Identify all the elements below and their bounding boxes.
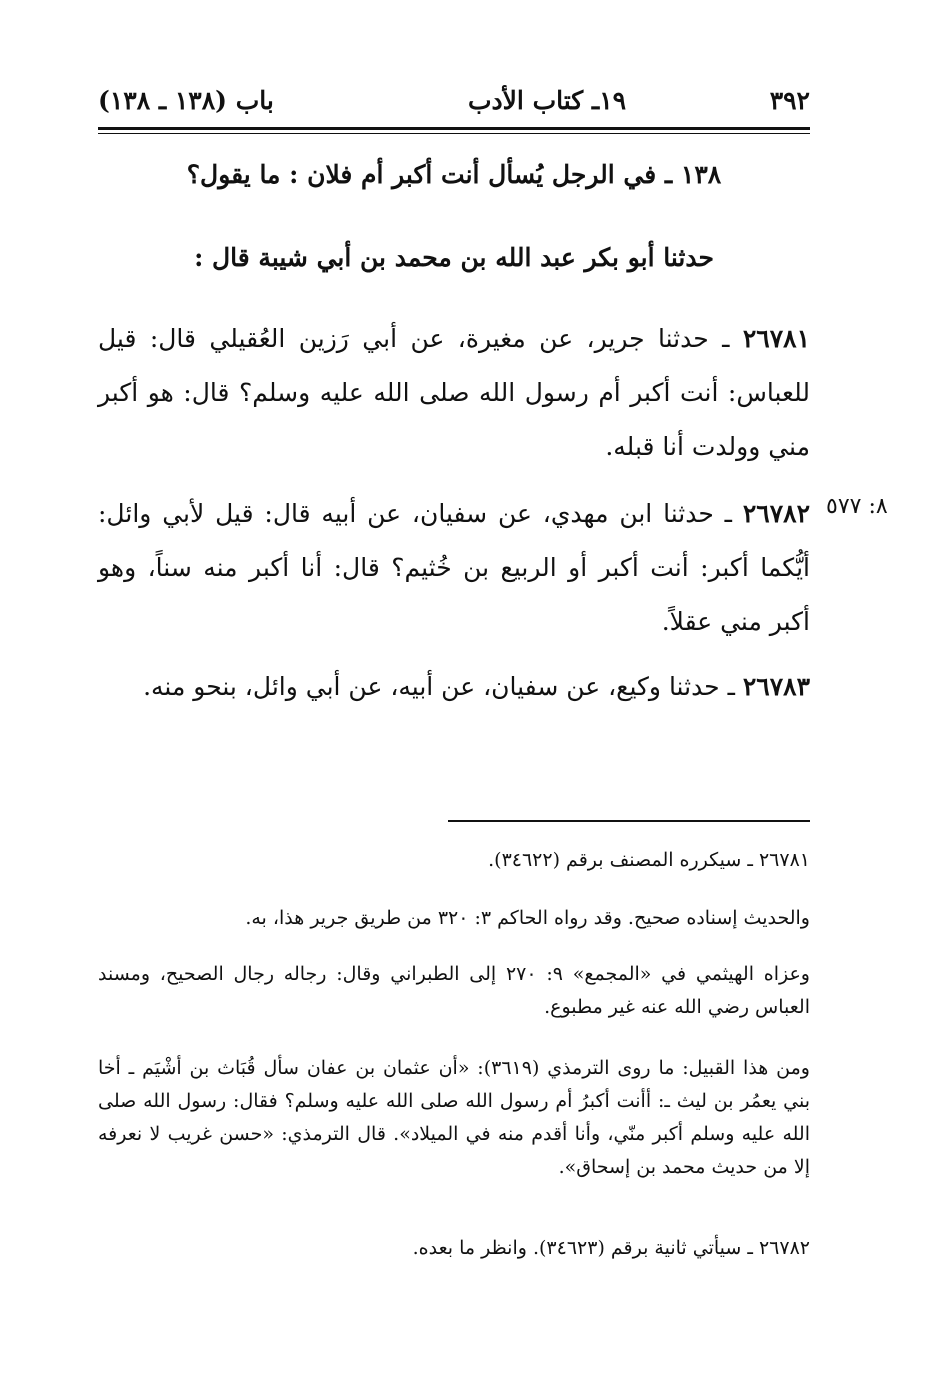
running-header	[98, 82, 810, 122]
hadith-number: ٢٦٧٨٣	[742, 672, 810, 701]
book-title: ١٩ـ كتاب الأدب	[468, 86, 627, 115]
hadith-text: ـ حدثنا ابن مهدي، عن سفيان، عن أبيه قال: قيل لأبي وائل: أيُّكما أكبر: أنت أكبر أو الربيع بن خُثيم؟ قال: أنا أكبر منه سناً، وهو أكبر مني عقلاً.	[98, 499, 810, 636]
chapter-range: باب (١٣٨ ـ ١٣٨)	[98, 86, 274, 115]
footnote: ومن هذا القبيل: ما روى الترمذي (٣٦١٩): «أن عثمان بن عفان سأل قُبَاث بن أشْيَم ـ أخا بني يعمُر بن ليث ـ: أأنت أكبرُ أم رسول الله صلى الله عليه وسلم؟ فقال: رسول الله صلى الله عليه وسلم أكبر منّي، وأنا أقدم منه في الميلاد». قال الترمذي: «حسن غريب لا نعرفه إلا من حديث محمد بن إسحاق».	[98, 1057, 810, 1178]
hadith-text: ـ حدثنا جرير، عن مغيرة، عن أبي رَزين العُقيلي قال: قيل للعباس: أنت أكبر أم رسول الله صلى الله عليه وسلم؟ قال: هو أكبر مني وولدت أنا قبله.	[98, 324, 810, 461]
hadith-number: ٢٦٧٨٢	[742, 499, 810, 528]
hadith-entry	[98, 660, 810, 714]
page-number: ٣٩٢	[769, 86, 810, 115]
footnote-separator	[448, 820, 810, 822]
header-rule-thick	[98, 127, 810, 130]
margin-reference: ٨: ٥٧٧	[826, 494, 888, 519]
footnote: وعزاه الهيثمي في «المجمع» ٩: ٢٧٠ إلى الطبراني وقال: رجاله رجال الصحيح، ومسند العباس رضي الله عنه غير مطبوع.	[98, 963, 810, 1018]
hadith-text: ـ حدثنا وكيع، عن سفيان، عن أبيه، عن أبي وائل، بنحو منه.	[143, 672, 743, 701]
hadith-entry	[98, 312, 810, 474]
footnote: والحديث إسناده صحيح. وقد رواه الحاكم ٣: ٣٢٠ من طريق جرير هذا، به.	[245, 907, 810, 929]
footnote: ٢٦٧٨٢ ـ سيأتي ثانية برقم (٣٤٦٢٣). وانظر ما بعده.	[412, 1237, 810, 1259]
chain-intro: حدثنا أبو بكر عبد الله بن محمد بن أبي شيبة قال :	[194, 243, 714, 272]
hadith-entry	[98, 487, 810, 649]
footnote: ٢٦٧٨١ ـ سيكرره المصنف برقم (٣٤٦٢٢).	[488, 849, 810, 871]
section-title: ١٣٨ ـ في الرجل يُسأل أنت أكبر أم فلان : ما يقول؟	[186, 160, 722, 189]
header-rule-thin	[98, 133, 810, 134]
hadith-number: ٢٦٧٨١	[742, 324, 810, 353]
